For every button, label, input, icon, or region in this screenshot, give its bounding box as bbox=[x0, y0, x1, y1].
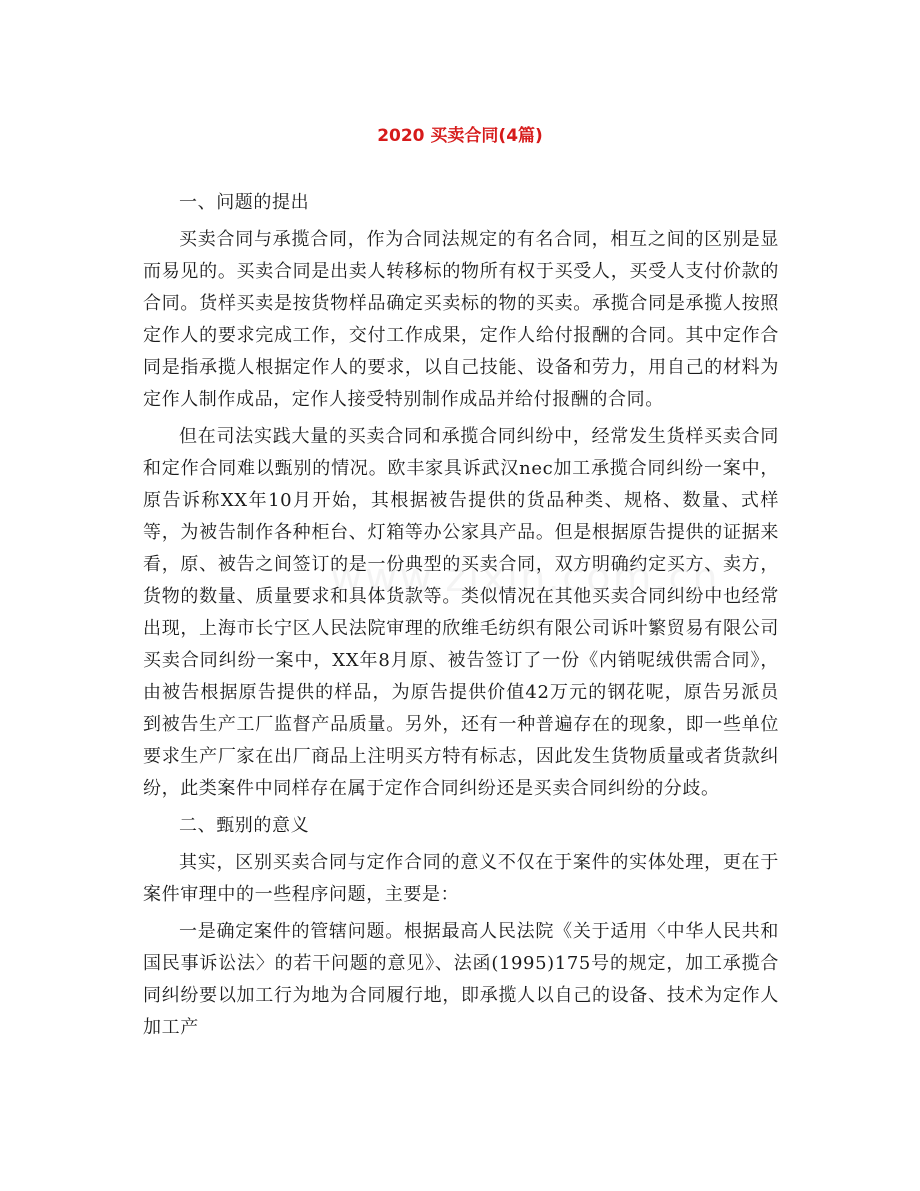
section-heading-2: 二、甄别的意义 bbox=[179, 815, 310, 836]
paragraph-3: 其实，区别买卖合同与定作合同的意义不仅在于案件的实体处理，更在于案件审理中的一些程序问题，主要是： bbox=[143, 852, 779, 905]
paragraph-1: 买卖合同与承揽合同，作为合同法规定的有名合同，相互之间的区别是显而易见的。买卖合同是出卖人转移标的物所有权于买受人，买受人支付价款的合同。货样买卖是按货物样品确定买卖标的物的买卖。承揽合同是承揽人按照定作人的要求完成工作，交付工作成果，定作人给付报酬的合同。其中定作合同是指承揽人根据定作人的要求，以自己技能、设备和劳力，用自己的材料为定作人制作成品，定作人接受特别制作成品并给付报酬的合同。 bbox=[143, 229, 779, 410]
document-title: 2020 买卖合同(4篇) bbox=[377, 126, 543, 146]
paragraph-4: 一是确定案件的管辖问题。根据最高人民法院《关于适用〈中华人民共和国民事诉讼法〉的若干问题的意见》、法函(1995)175号的规定，加工承揽合同纠纷要以加工行为地为合同履行地，即承揽人以自己的设备、技术为定作人加工产 bbox=[143, 921, 779, 1038]
paragraph-2: 但在司法实践大量的买卖合同和承揽合同纠纷中，经常发生货样买卖合同和定作合同难以甄别的情况。欧丰家具诉武汉nec加工承揽合同纠纷一案中，原告诉称XX年10月开始，其根据被告提供的货品种类、规格、数量、式样等，为被告制作各种柜台、灯箱等办公家具产品。但是根据原告提供的证据来看，原、被告之间签订的是一份典型的买卖合同，双方明确约定买方、卖方，货物的数量、质量要求和具体货款等。类似情况在其他买卖合同纠纷中也经常出现，上海市长宁区人民法院审理的欣维毛纺织有限公司诉叶繁贸易有限公司买卖合同纠纷一案中，XX年8月原、被告签订了一份《内销呢绒供需合同》，由被告根据原告提供的样品，为原告提供价值42万元的钢花呢，原告另派员到被告生产工厂监督产品质量。另外，还有一种普遍存在的现象，即一些单位要求生产厂家在出厂商品上注明买方特有标志，因此发生货物质量或者货款纠纷，此类案件中同样存在属于定作合同纠纷还是买卖合同纠纷的分歧。 bbox=[143, 426, 779, 799]
section-heading-1: 一、问题的提出 bbox=[179, 192, 310, 213]
document-body bbox=[143, 187, 779, 1049]
